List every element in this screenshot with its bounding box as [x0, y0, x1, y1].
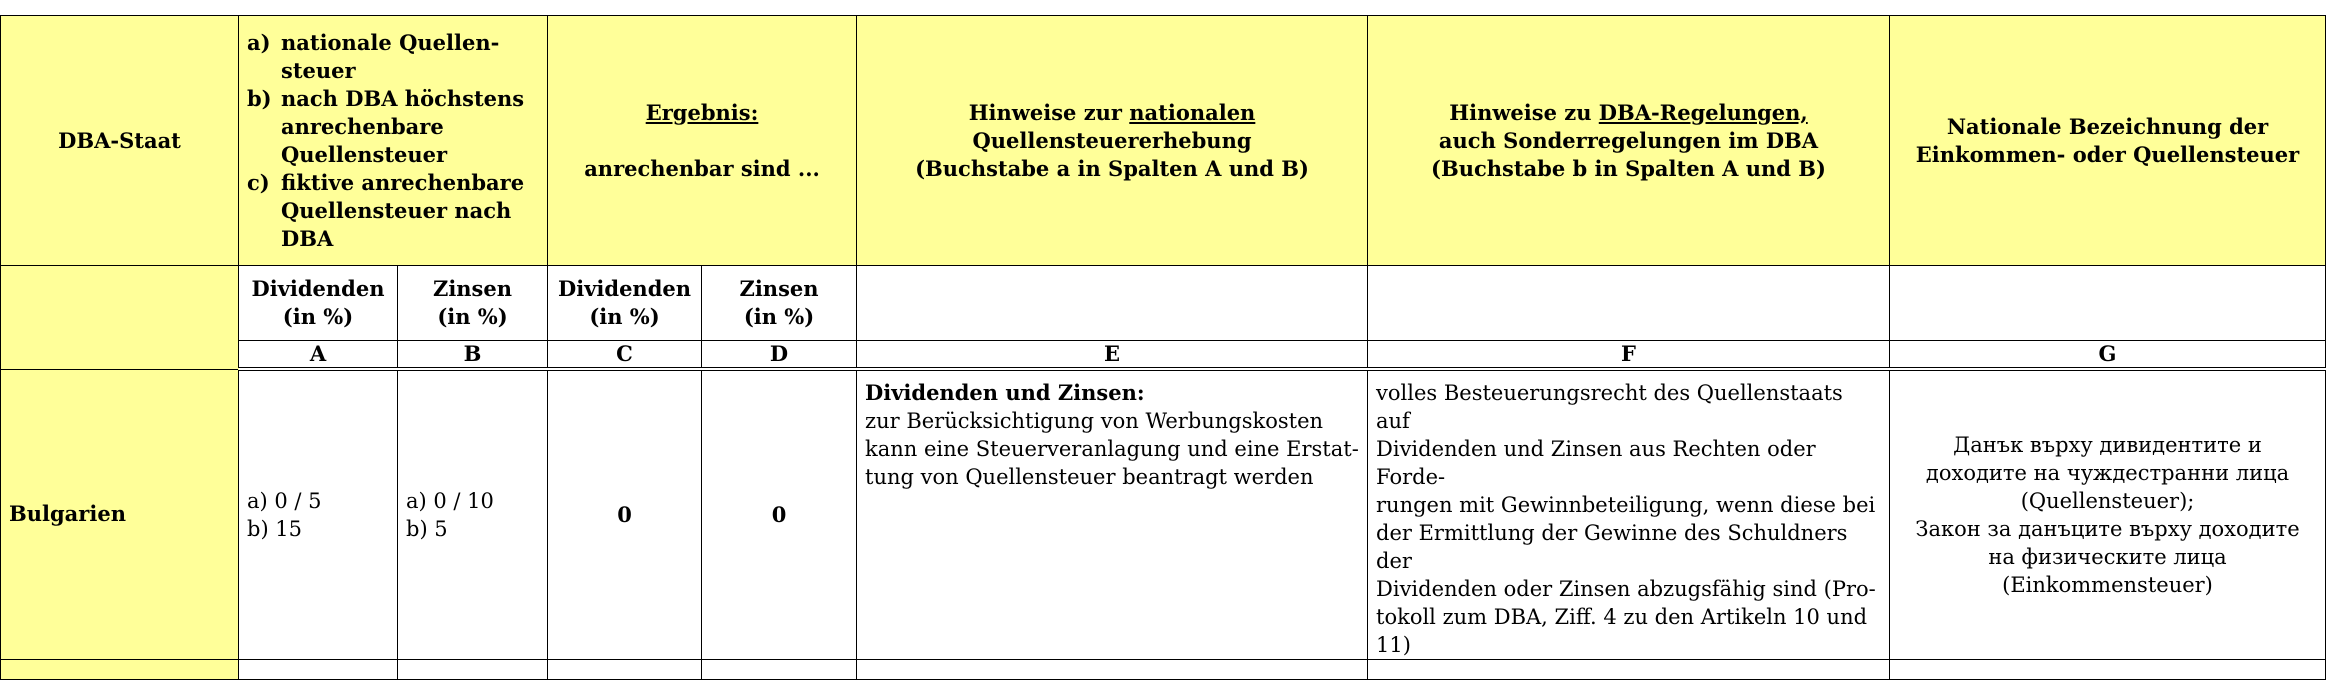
row-b-line1: a) 0 / 10 — [406, 489, 494, 513]
sub-header-g-empty — [1890, 266, 2326, 341]
sub-c-unit: (in %) — [589, 304, 660, 329]
header-hinweise-dba — [1368, 16, 1890, 266]
row-col-e — [857, 369, 1368, 660]
sub-d-label: Zinsen — [739, 276, 819, 301]
tax-type-item-c — [247, 169, 539, 253]
header-hinweise-national — [857, 16, 1368, 266]
letter-g: G — [1890, 341, 2326, 370]
tax-type-item-a — [247, 29, 539, 85]
sub-b-label: Zinsen — [432, 276, 513, 301]
tax-type-key-a: a) — [247, 29, 271, 55]
ergebnis-subtitle: anrechenbar sind ... — [584, 155, 820, 181]
letter-e: E — [857, 341, 1368, 370]
row-f-line6: tokoll zum DBA, Ziff. 4 zu den Artikeln 10 und — [1376, 605, 1868, 629]
letter-d: D — [702, 341, 857, 370]
header-row-letters — [1, 341, 2326, 370]
sub-header-e-empty — [857, 266, 1368, 341]
header-ergebnis — [548, 16, 857, 266]
row-g-line2: доходите на чуждестранни лица — [1925, 461, 2290, 485]
header-row-main — [1, 16, 2326, 266]
partial-a — [239, 660, 398, 680]
letter-a: A — [239, 341, 398, 370]
hinweise-dba-prefix: Hinweise zu — [1449, 99, 1599, 125]
sub-b-unit: (in %) — [437, 304, 508, 329]
sub-header-f-empty — [1368, 266, 1890, 341]
tax-type-key-c: c) — [247, 169, 270, 195]
row-col-f — [1368, 369, 1890, 660]
row-f-line7: 11) — [1376, 633, 1411, 657]
bezeichnung-line2: Einkommen- oder Quellensteuer — [1915, 141, 2300, 167]
tax-type-item-b — [247, 85, 539, 169]
row-a-line2: b) 15 — [247, 517, 303, 541]
tax-type-text-a: nationale Quellen-steuer — [281, 29, 500, 83]
row-e-line2: kann eine Steuerveranlagung und eine Erstat- — [865, 437, 1359, 461]
tax-type-key-b: b) — [247, 85, 272, 111]
sub-header-c — [548, 266, 702, 341]
bezeichnung-line1: Nationale Bezeichnung der — [1946, 113, 2269, 139]
sub-c-label: Dividenden — [558, 276, 692, 301]
table-row-partial — [1, 660, 2326, 680]
row-g-line4: Закон за данъците върху доходите — [1915, 517, 2300, 541]
tax-type-list — [247, 29, 539, 253]
row-staat: Bulgarien — [1, 369, 239, 660]
header-row-sub — [1, 266, 2326, 341]
row-col-g — [1890, 369, 2326, 660]
sub-a-unit: (in %) — [282, 304, 354, 329]
row-g-line5: на физическите лица — [1988, 545, 2227, 569]
sub-header-a — [239, 266, 398, 341]
partial-e — [857, 660, 1368, 680]
header-tax-types — [239, 16, 548, 266]
hinweise-national-underlined: nationalen — [1129, 99, 1256, 125]
row-e-title: Dividenden und Zinsen: — [865, 380, 1145, 405]
partial-c — [548, 660, 702, 680]
row-col-b — [398, 369, 548, 660]
row-col-a — [239, 369, 398, 660]
header-dba-staat: DBA-Staat — [1, 16, 239, 266]
row-g-line1: Данък върху дивидентите и — [1953, 433, 2262, 457]
letter-f: F — [1368, 341, 1890, 370]
tax-type-text-c: fiktive anrechenbare Quellensteuer nach DBA — [281, 169, 525, 251]
row-f-line2: Dividenden und Zinsen aus Rechten oder Forde- — [1376, 437, 1816, 489]
row-f-line1: volles Besteuerungsrecht des Quellenstaats auf — [1376, 381, 1843, 433]
tax-type-text-b: nach DBA höchstens anrechenbare Quellensteuer — [281, 85, 525, 167]
partial-g — [1890, 660, 2326, 680]
partial-f — [1368, 660, 1890, 680]
sub-header-d — [702, 266, 857, 341]
hinweise-national-line2: Quellensteuererhebung — [972, 127, 1252, 153]
table-row — [1, 369, 2326, 660]
partial-staat — [1, 660, 239, 680]
partial-d — [702, 660, 857, 680]
hinweise-dba-line2: auch Sonderregelungen im DBA — [1438, 127, 1819, 153]
row-f-line5: Dividenden oder Zinsen abzugsfähig sind (Pro- — [1376, 577, 1876, 601]
sub-d-unit: (in %) — [743, 304, 815, 329]
partial-b — [398, 660, 548, 680]
row-col-d: 0 — [702, 369, 857, 660]
row-g-line6: (Einkommensteuer) — [2002, 573, 2213, 597]
hinweise-national-prefix: Hinweise zur — [968, 99, 1130, 125]
row-a-line1: a) 0 / 5 — [247, 489, 322, 513]
row-e-line3: tung von Quellensteuer beantragt werden — [865, 465, 1314, 489]
letter-b: B — [398, 341, 548, 370]
hinweise-dba-underlined: DBA-Regelungen, — [1598, 99, 1808, 125]
row-f-line4: der Ermittlung der Gewinne des Schuldners der — [1376, 521, 1848, 573]
ergebnis-title: Ergebnis: — [645, 99, 759, 125]
dba-tax-table — [0, 15, 2326, 680]
sub-a-label: Dividenden — [251, 276, 385, 301]
hinweise-dba-line3: (Buchstabe b in Spalten A und B) — [1431, 155, 1826, 181]
sub-header-b — [398, 266, 548, 341]
letter-c: C — [548, 341, 702, 370]
row-e-line1: zur Berücksichtigung von Werbungskosten — [865, 409, 1324, 433]
row-col-c: 0 — [548, 369, 702, 660]
hinweise-national-line3: (Buchstabe a in Spalten A und B) — [915, 155, 1309, 181]
header-staat-empty — [1, 266, 239, 370]
row-g-line3: (Quellensteuer); — [2020, 489, 2195, 513]
row-b-line2: b) 5 — [406, 517, 448, 541]
row-f-line3: rungen mit Gewinnbeteiligung, wenn diese bei — [1376, 493, 1876, 517]
header-nationale-bezeichnung — [1890, 16, 2326, 266]
